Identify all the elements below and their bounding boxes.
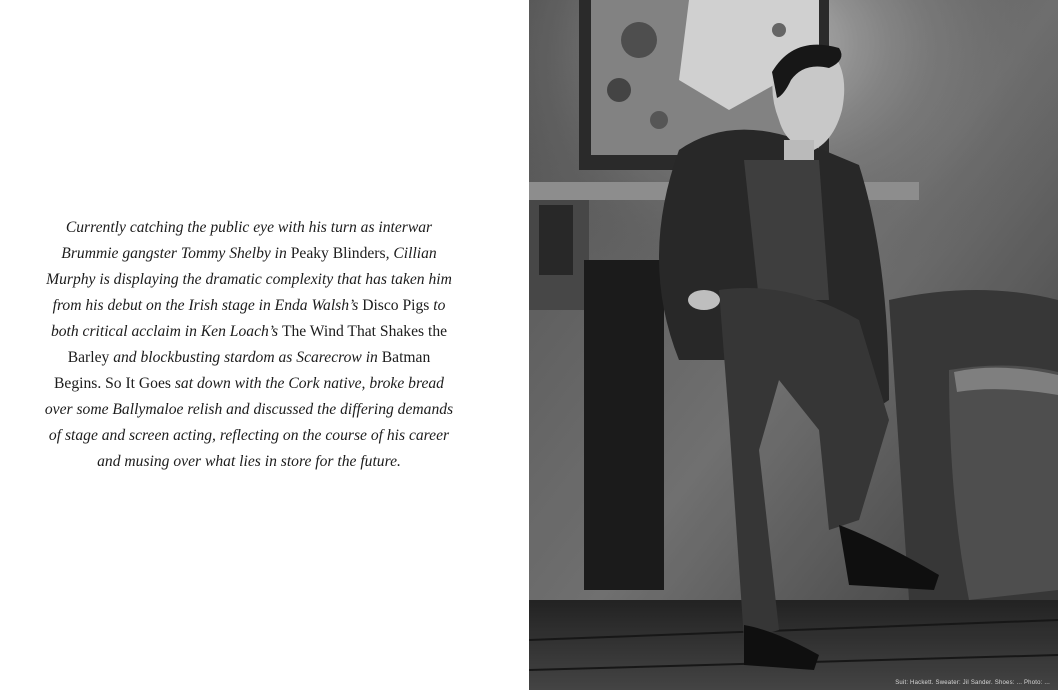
intro-segment: Currently catching the public eye with his turn as interwar Brummie gangster Tommy Shelby in (61, 218, 433, 262)
portrait-photo (529, 0, 1058, 690)
intro-segment: , Cillian Murphy is displaying the dramatic complexity that has taken him from his debut on the Irish stage in Enda Walsh’s (46, 244, 452, 314)
intro-segment: The Wind That Shakes the Barley (67, 322, 448, 366)
intro-segment: sat down with the Cork native, broke bread over some Ballymaloe relish and discussed the differing demands of stage and screen acting, reflecting on the course of his career and musing over what lies in store for the future. (44, 374, 454, 470)
intro-segment: and blockbusting stardom as Scarecrow in (109, 348, 382, 366)
intro-segment: Batman Begins (54, 348, 431, 392)
intro-segment: . (97, 374, 106, 392)
intro-paragraph (44, 215, 454, 475)
intro-segment: Peaky Blinders (290, 244, 386, 262)
intro-segment: Disco Pigs (362, 296, 430, 314)
intro-segment: So It Goes (105, 374, 171, 392)
intro-segment: to both critical acclaim in Ken Loach’s (50, 296, 446, 340)
photo-credit: Suit: Hackett. Sweater: Jil Sander. Shoes: ... Photo: ... (895, 680, 1050, 686)
portrait-illustration (529, 0, 1058, 690)
